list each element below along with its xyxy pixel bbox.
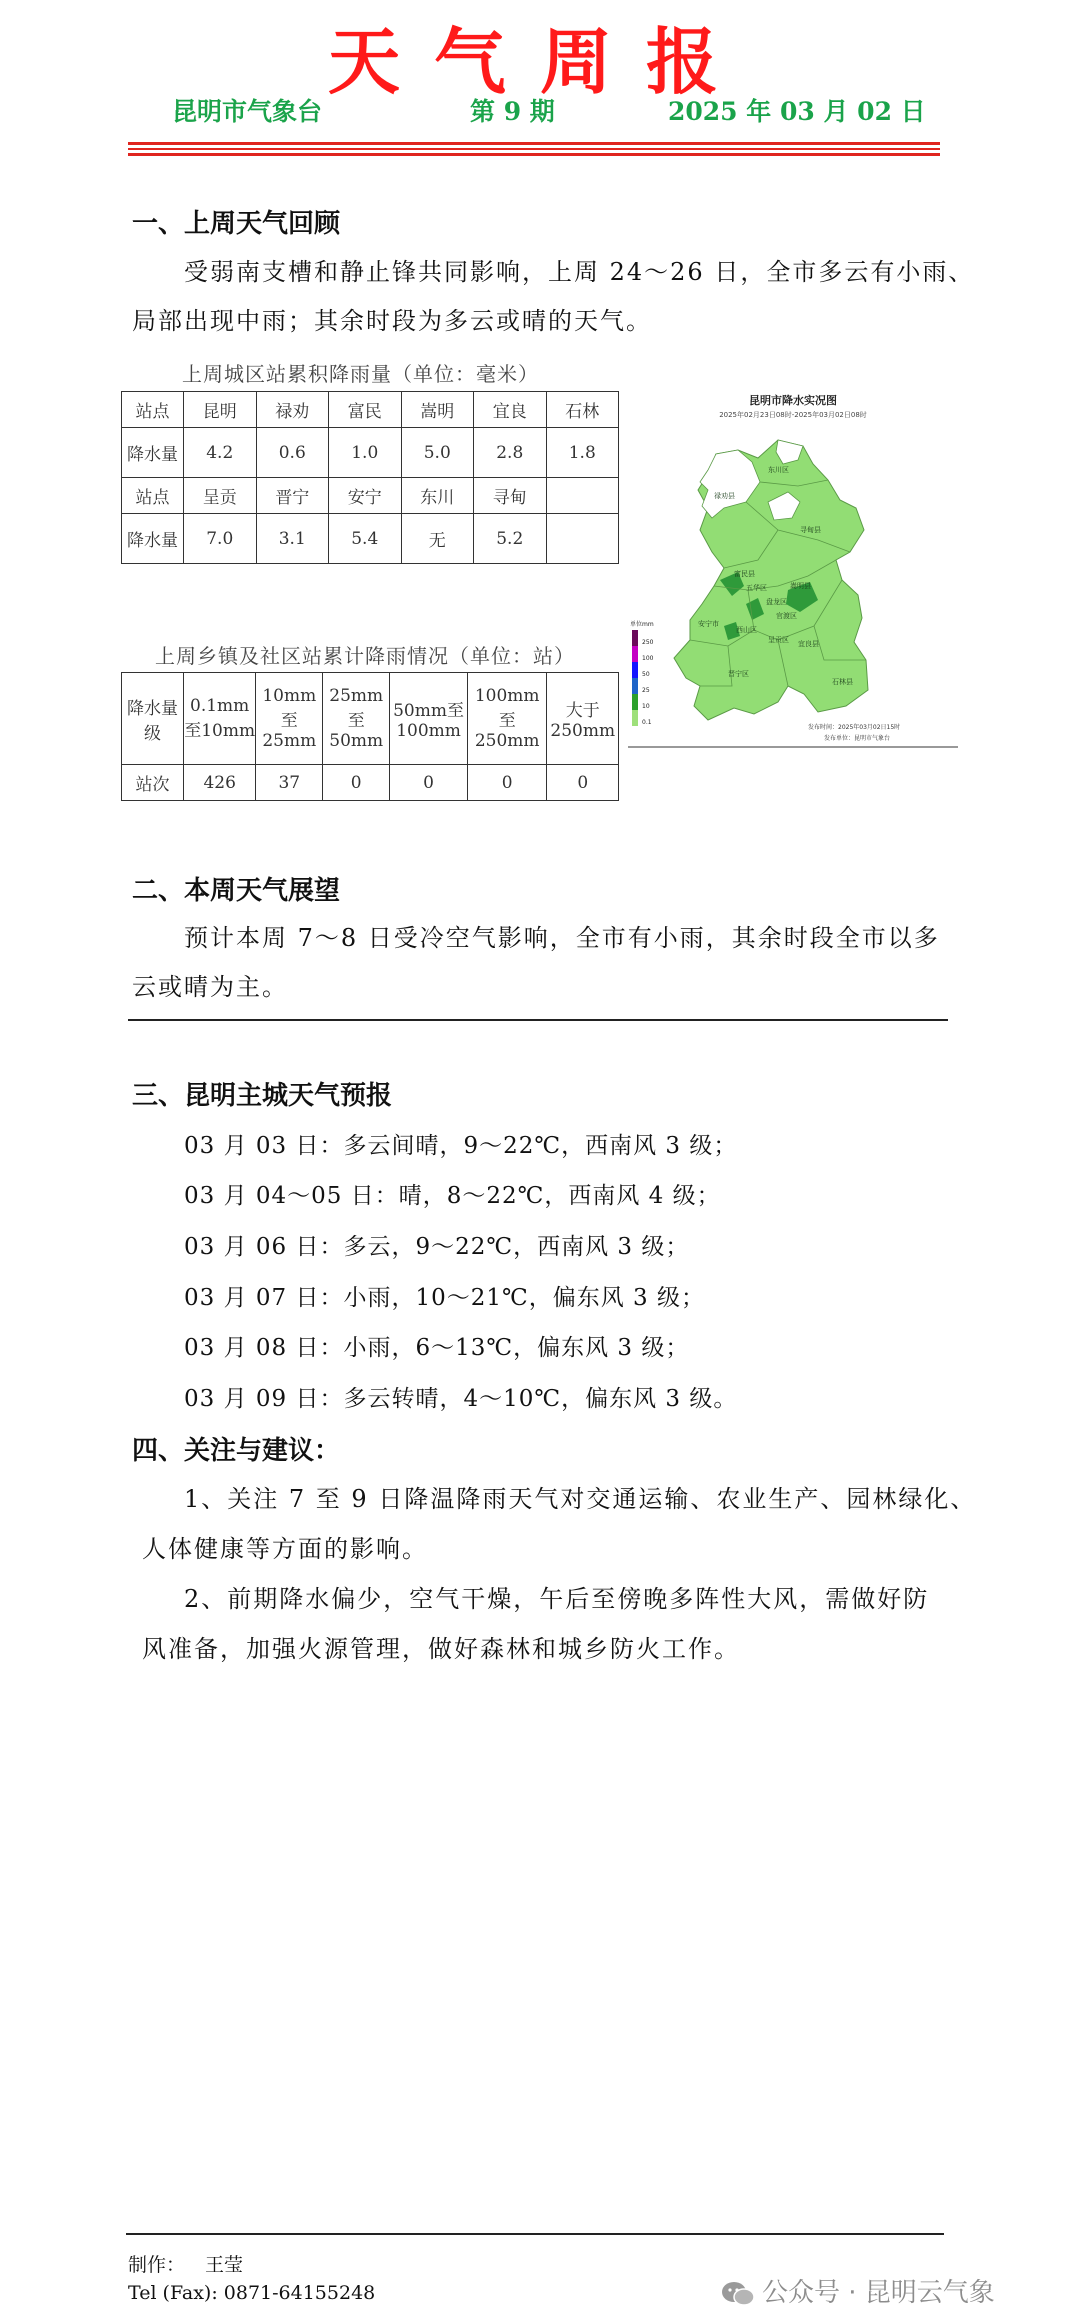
table-cell: 寻甸 (474, 478, 547, 514)
advice-1-line2: 人体健康等方面的影响。 (142, 1535, 428, 1563)
table-cell: 0 (547, 765, 619, 801)
table-cell: 37 (256, 765, 323, 801)
map-label: 石林县 (832, 678, 853, 686)
table-row (122, 428, 619, 478)
forecast-item: 03 月 06 日：多云，9～22℃，西南风 3 级； (184, 1234, 690, 1260)
header-rule-top (128, 142, 940, 145)
legend-swatch (632, 710, 638, 726)
table-cell: 安宁 (329, 478, 402, 514)
table-row (122, 392, 619, 428)
section-divider (128, 1019, 948, 1021)
table-cell: 0.1mm至10mm (184, 673, 256, 765)
table-cell: 10mm至25mm (256, 673, 323, 765)
table-cell: 石林 (546, 392, 619, 428)
table-cell: 100mm至250mm (467, 673, 547, 765)
table-cell: 5.0 (401, 428, 474, 478)
table-cell (546, 514, 619, 564)
table-cell: 昆明 (184, 392, 257, 428)
map-label: 西山区 (736, 626, 757, 634)
map-label: 官渡区 (776, 612, 797, 620)
table-row (122, 765, 619, 801)
forecast-item: 03 月 04～05 日：晴，8～22℃，西南风 4 级； (184, 1183, 721, 1209)
watermark-text: 公众号 · 昆明云气象 (762, 2278, 995, 2308)
table-cell (546, 478, 619, 514)
legend-swatch (632, 662, 638, 678)
maker-label: 制作： (128, 2254, 186, 2276)
contact-tel: Tel (Fax): 0871-64155248 (128, 2282, 376, 2304)
map-label: 呈贡区 (768, 636, 789, 644)
table-cell: 4.2 (184, 428, 257, 478)
precipitation-map (628, 390, 958, 750)
maker-name: 王莹 (205, 2254, 244, 2276)
map-title: 昆明市降水实况图 (749, 394, 837, 407)
table-cell: 3.1 (256, 514, 329, 564)
table-cell: 富民 (329, 392, 402, 428)
legend-swatch (632, 678, 638, 694)
map-label: 东川区 (768, 466, 789, 474)
header-rule-bottom (128, 153, 940, 156)
legend-label: 25 (642, 687, 650, 694)
wechat-watermark (720, 2272, 995, 2309)
advice-1-line1: 1、关注 7 至 9 日降温降雨天气对交通运输、农业生产、园林绿化、 (184, 1485, 977, 1513)
table-cell: 呈贡 (184, 478, 257, 514)
forecast-item: 03 月 03 日：多云间晴，9～22℃，西南风 3 级； (184, 1133, 738, 1159)
section1-para-line2: 局部出现中雨；其余时段为多云或晴的天气。 (132, 307, 652, 335)
map-label: 禄劝县 (714, 492, 735, 500)
issue-date: 2025 年 03 月 02 日 (668, 97, 926, 126)
legend-title: 单位mm (630, 621, 654, 628)
wechat-icon (720, 2280, 756, 2308)
table-cell: 426 (184, 765, 256, 801)
legend-swatch (632, 694, 638, 710)
table-cell: 晋宁 (256, 478, 329, 514)
table-cell: 1.0 (329, 428, 402, 478)
map-label: 盘龙区 (766, 598, 787, 606)
map-publisher: 发布单位：昆明市气象台 (824, 735, 891, 742)
table-cell: 0.6 (256, 428, 329, 478)
table-cell: 5.2 (474, 514, 547, 564)
legend-label: 50 (642, 671, 650, 678)
map-label: 富民县 (734, 570, 755, 578)
table-row (122, 478, 619, 514)
legend-label: 10 (642, 703, 650, 710)
table-row (122, 514, 619, 564)
section2-para-line2: 云或晴为主。 (132, 973, 288, 1001)
legend-swatch (632, 630, 638, 646)
precipitation-map-figure (628, 390, 958, 750)
section4-heading: 四、关注与建议： (132, 1436, 341, 1466)
table-cell: 0 (390, 765, 468, 801)
table-cell: 降水量 (122, 514, 184, 564)
advice-2-line2: 风准备，加强火源管理，做好森林和城乡防火工作。 (142, 1635, 740, 1663)
legend-label: 250 (642, 639, 654, 646)
maker-line (128, 2250, 243, 2277)
table-cell: 东川 (401, 478, 474, 514)
township-rainfall-table (121, 672, 619, 801)
issuing-org: 昆明市气象台 (172, 97, 323, 126)
section2-para-line1: 预计本周 7～8 日受冷空气影响，全市有小雨，其余时段全市以多 (184, 924, 940, 952)
map-label: 嵩明县 (790, 582, 811, 590)
table-cell: 降水量级 (122, 673, 184, 765)
footer-rule (126, 2233, 944, 2235)
table-cell: 0 (323, 765, 390, 801)
table-row (122, 673, 619, 765)
table2-caption: 上周乡镇及社区站累计降雨情况（单位：站） (155, 644, 575, 668)
section3-heading: 三、昆明主城天气预报 (132, 1081, 393, 1111)
table-cell: 站点 (122, 392, 184, 428)
table-cell: 50mm至100mm (390, 673, 468, 765)
table-cell: 无 (401, 514, 474, 564)
city-rainfall-table (121, 391, 619, 564)
map-publish-time: 发布时间：2025年03月02日15时 (808, 724, 901, 731)
table-cell: 宜良 (474, 392, 547, 428)
table-cell: 降水量 (122, 428, 184, 478)
table1-caption: 上周城区站累积降雨量（单位：毫米） (182, 362, 539, 386)
header-rule-mid (128, 148, 940, 150)
table-cell: 站点 (122, 478, 184, 514)
advice-2-line1: 2、前期降水偏少，空气干燥，午后至傍晚多阵性大风，需做好防 (184, 1585, 930, 1613)
section2-heading: 二、本周天气展望 (132, 876, 341, 906)
map-subtitle: 2025年02月23日08时-2025年03月02日08时 (719, 411, 867, 419)
map-label: 安宁市 (698, 620, 719, 628)
map-label: 晋宁区 (728, 670, 749, 678)
legend-label: 100 (642, 655, 654, 662)
table-cell: 嵩明 (401, 392, 474, 428)
table-cell: 2.8 (474, 428, 547, 478)
section1-heading: 一、上周天气回顾 (132, 209, 341, 239)
issue-number: 第 9 期 (470, 97, 555, 126)
forecast-item: 03 月 09 日：多云转晴，4～10℃，偏东风 3 级。 (184, 1386, 738, 1412)
table-cell: 7.0 (184, 514, 257, 564)
table-cell: 1.8 (546, 428, 619, 478)
table-cell: 禄劝 (256, 392, 329, 428)
map-label: 宜良县 (798, 640, 819, 648)
table-cell: 25mm至50mm (323, 673, 390, 765)
table-cell: 5.4 (329, 514, 402, 564)
map-label: 寻甸县 (800, 526, 821, 534)
forecast-item: 03 月 08 日：小雨，6～13℃，偏东风 3 级； (184, 1335, 690, 1361)
table-cell: 站次 (122, 765, 184, 801)
section1-para-line1: 受弱南支槽和静止锋共同影响，上周 24～26 日，全市多云有小雨、 (184, 258, 975, 286)
legend-label: 0.1 (642, 719, 652, 726)
table-cell: 大于250mm (547, 673, 619, 765)
forecast-item: 03 月 07 日：小雨，10～21℃，偏东风 3 级； (184, 1285, 705, 1311)
legend-swatch (632, 646, 638, 662)
map-label: 五华区 (746, 584, 767, 592)
table-cell: 0 (467, 765, 547, 801)
report-title: 天气周报 (327, 20, 752, 104)
